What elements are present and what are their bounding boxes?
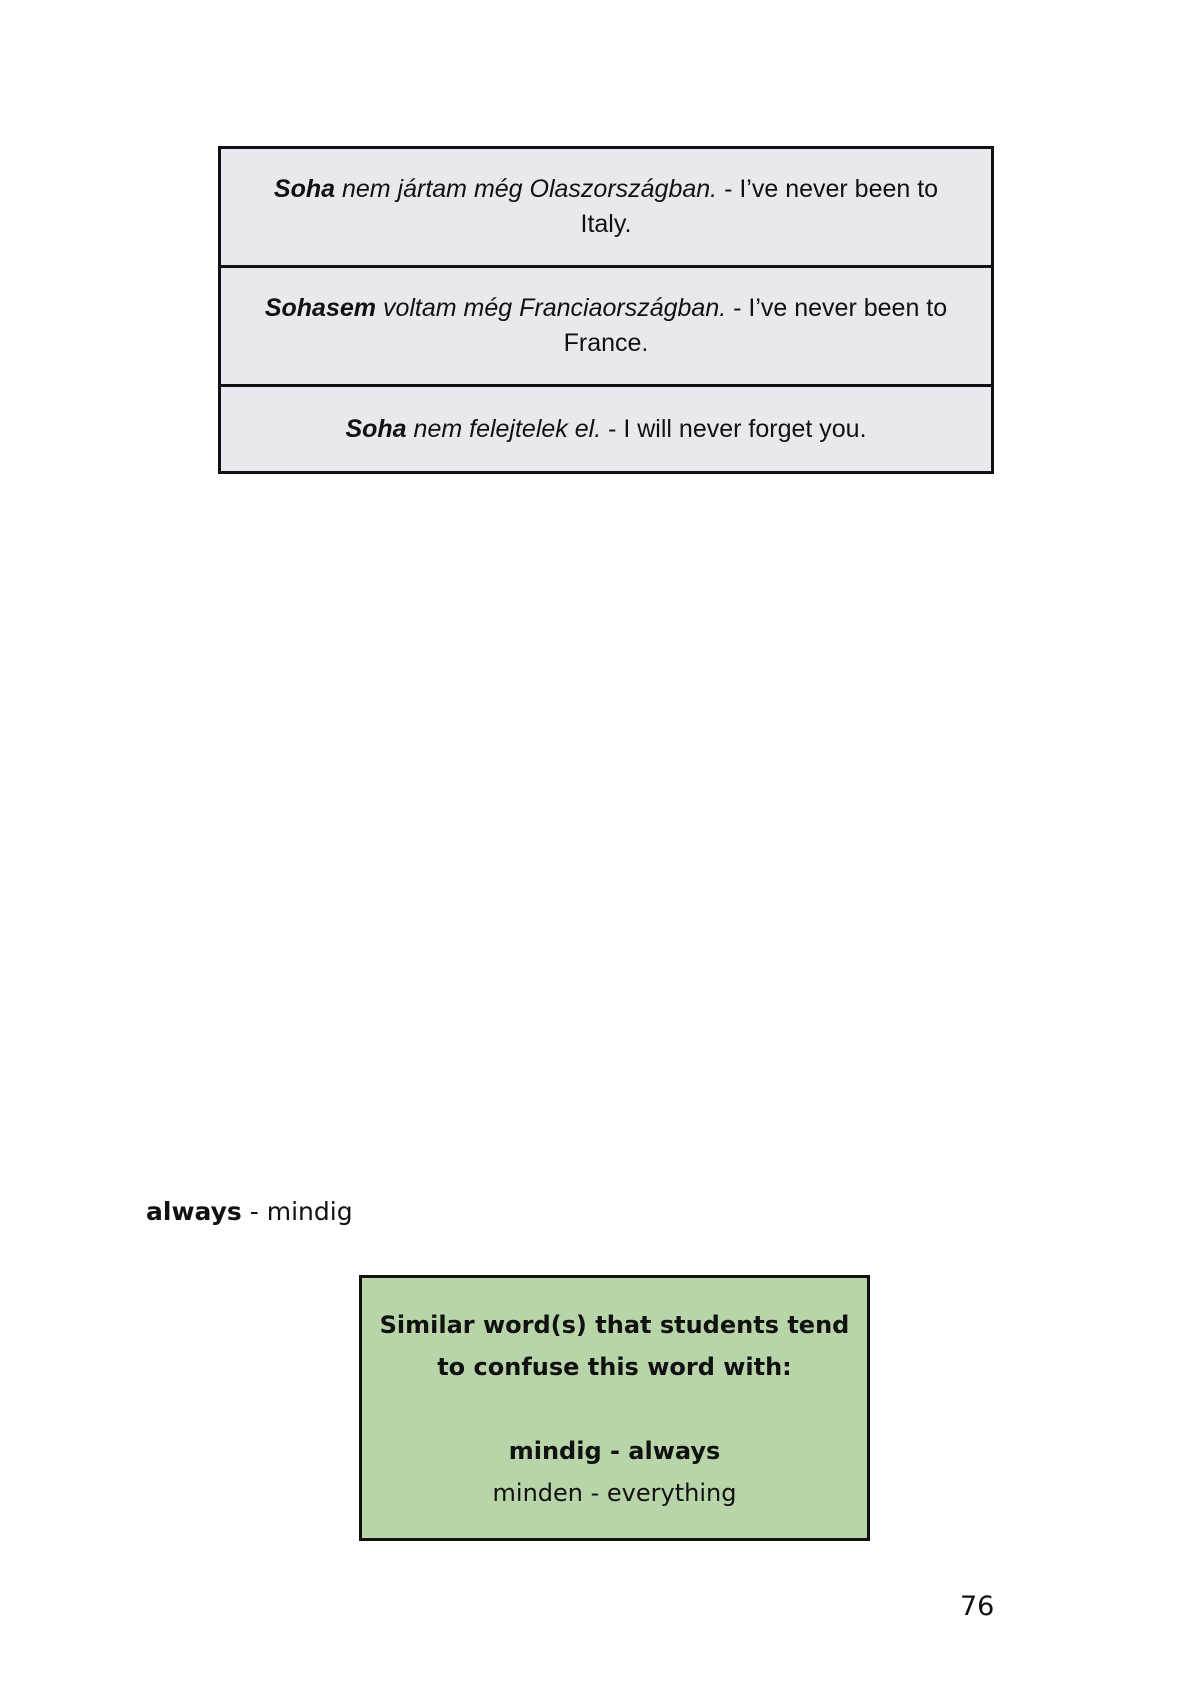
vocabulary-translation: - mindig	[241, 1197, 353, 1226]
sentence-rest: nem jártam még Olaszországban.	[335, 175, 718, 203]
example-sentence	[251, 291, 961, 361]
hungarian-sentence	[265, 294, 726, 322]
keyword: Soha	[273, 175, 336, 203]
similar-words-title: Similar word(s) that students tend to confuse this word with:	[379, 1311, 850, 1381]
vocabulary-term: always	[146, 1197, 242, 1226]
spacer	[362, 1388, 867, 1430]
example-row	[221, 268, 991, 387]
similar-words-box	[359, 1275, 870, 1541]
example-sentence	[345, 412, 866, 447]
example-row	[221, 149, 991, 268]
vocabulary-entry	[146, 1196, 353, 1228]
example-sentences-table	[218, 146, 994, 474]
similar-word-pair: minden - everything	[492, 1479, 737, 1507]
keyword: Sohasem	[264, 294, 377, 322]
english-translation: - I’ve never been to France.	[563, 294, 948, 357]
example-sentence	[251, 172, 961, 242]
similar-word-pair: mindig - always	[508, 1437, 721, 1465]
english-translation: - I’ve never been to Italy.	[580, 175, 939, 238]
keyword: Soha	[345, 414, 407, 443]
example-row	[221, 387, 991, 471]
hungarian-sentence	[345, 415, 601, 443]
english-translation: - I will never forget you.	[601, 414, 867, 443]
hungarian-sentence	[274, 175, 717, 203]
sentence-rest: voltam még Franciaországban.	[376, 294, 727, 322]
page-number: 76	[960, 1591, 995, 1622]
sentence-rest: nem felejtelek el.	[406, 414, 602, 443]
